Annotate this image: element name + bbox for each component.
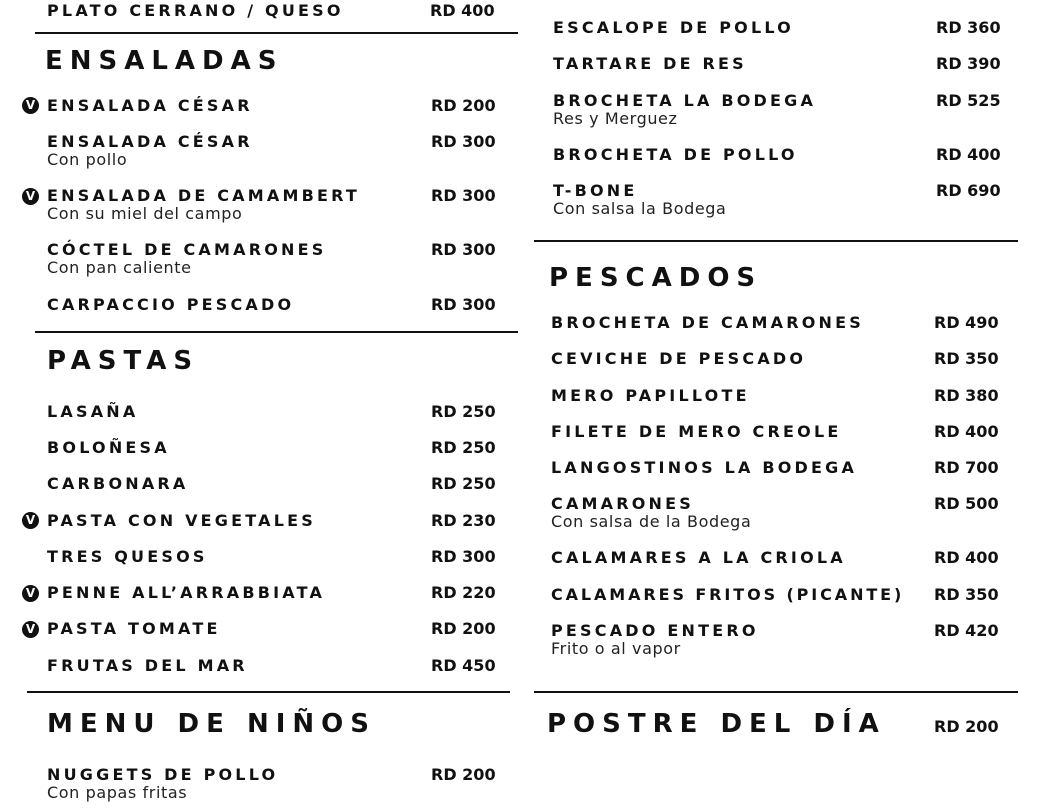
menu-item-description: Con salsa de la Bodega bbox=[551, 512, 752, 531]
menu-item-price: RD 300 bbox=[431, 547, 496, 566]
menu-item-price: RD 230 bbox=[431, 511, 496, 530]
menu-item-description: Con salsa la Bodega bbox=[553, 199, 727, 218]
vegetarian-icon: V bbox=[22, 585, 39, 602]
menu-item-price: RD 300 bbox=[431, 295, 496, 314]
menu-item-description: Con su miel del campo bbox=[47, 204, 243, 223]
menu-item-name: CARPACCIO PESCADO bbox=[47, 295, 295, 314]
menu-item-name: PLATO CERRANO / QUESO bbox=[47, 1, 344, 20]
vegetarian-icon: V bbox=[22, 512, 39, 529]
menu-item-price: RD 360 bbox=[936, 18, 1001, 37]
menu-item-name: BROCHETA LA BODEGA bbox=[553, 91, 817, 110]
menu-item-price: RD 350 bbox=[934, 585, 999, 604]
section-divider bbox=[27, 691, 510, 693]
menu-item-name: PASTA CON VEGETALES bbox=[47, 511, 316, 530]
menu-item-price: RD 300 bbox=[431, 186, 496, 205]
menu-item-price: RD 700 bbox=[934, 458, 999, 477]
section-title-postre: POSTRE DEL DÍA bbox=[547, 709, 886, 739]
menu-item-price: RD 400 bbox=[934, 548, 999, 567]
menu-item-price: RD 380 bbox=[934, 386, 999, 405]
menu-item-price: RD 250 bbox=[431, 474, 496, 493]
menu-item-price: RD 250 bbox=[431, 402, 496, 421]
menu-item-name: CARBONARA bbox=[47, 474, 189, 493]
menu-item-price: RD 200 bbox=[934, 717, 999, 736]
menu-item-name: CEVICHE DE PESCADO bbox=[551, 349, 807, 368]
menu-item-name: NUGGETS DE POLLO bbox=[47, 765, 279, 784]
menu-item-price: RD 200 bbox=[431, 765, 496, 784]
section-divider bbox=[534, 240, 1018, 242]
menu-item-price: RD 350 bbox=[934, 349, 999, 368]
menu-item-price: RD 200 bbox=[431, 96, 496, 115]
menu-item-price: RD 300 bbox=[431, 240, 496, 259]
menu-item-price: RD 500 bbox=[934, 494, 999, 513]
menu-item-description: Con pollo bbox=[47, 150, 128, 169]
menu-item-price: RD 490 bbox=[934, 313, 999, 332]
menu-item-name: ENSALADA CÉSAR bbox=[47, 96, 253, 115]
menu-item-name: ENSALADA DE CAMAMBERT bbox=[47, 186, 361, 205]
section-divider bbox=[35, 32, 518, 34]
menu-item-name: PESCADO ENTERO bbox=[551, 621, 759, 640]
section-divider bbox=[35, 331, 518, 333]
menu-item-description: Frito o al vapor bbox=[551, 639, 681, 658]
menu-item-price: RD 390 bbox=[936, 54, 1001, 73]
vegetarian-icon: V bbox=[22, 621, 39, 638]
menu-item-name: LANGOSTINOS LA BODEGA bbox=[551, 458, 858, 477]
menu-item-name: BROCHETA DE CAMARONES bbox=[551, 313, 864, 332]
menu-item-name: ESCALOPE DE POLLO bbox=[553, 18, 794, 37]
menu-item-name: BROCHETA DE POLLO bbox=[553, 145, 798, 164]
menu-item-price: RD 525 bbox=[936, 91, 1001, 110]
menu-item-name: CÓCTEL DE CAMARONES bbox=[47, 240, 327, 259]
menu-item-description: Con pan caliente bbox=[47, 258, 192, 277]
menu-item-price: RD 200 bbox=[431, 619, 496, 638]
menu-item-name: CAMARONES bbox=[551, 494, 694, 513]
menu-item-name: PENNE ALL’ARRABBIATA bbox=[47, 583, 326, 602]
section-title-menu-ninos: MENU DE NIÑOS bbox=[47, 709, 376, 739]
menu-item-name: ENSALADA CÉSAR bbox=[47, 132, 253, 151]
section-title-pastas: PASTAS bbox=[47, 346, 200, 376]
vegetarian-icon: V bbox=[22, 188, 39, 205]
menu-item-description: Con papas fritas bbox=[47, 783, 188, 802]
menu-item-price: RD 220 bbox=[431, 583, 496, 602]
menu-item-price: RD 300 bbox=[431, 132, 496, 151]
menu-item-name: FRUTAS DEL MAR bbox=[47, 656, 248, 675]
section-divider bbox=[534, 691, 1018, 693]
menu-item-name: PASTA TOMATE bbox=[47, 619, 221, 638]
menu-item-price: RD 400 bbox=[936, 145, 1001, 164]
menu-item-name: MERO PAPILLOTE bbox=[551, 386, 750, 405]
section-title-pescados: PESCADOS bbox=[549, 263, 763, 293]
menu-item-price: RD 400 bbox=[430, 1, 495, 20]
menu-item-name: T-BONE bbox=[553, 181, 638, 200]
menu-item-name: TRES QUESOS bbox=[47, 547, 208, 566]
menu-item-name: CALAMARES A LA CRIOLA bbox=[551, 548, 846, 567]
menu-item-price: RD 420 bbox=[934, 621, 999, 640]
menu-item-price: RD 690 bbox=[936, 181, 1001, 200]
menu-item-price: RD 400 bbox=[934, 422, 999, 441]
menu-item-name: CALAMARES FRITOS (PICANTE) bbox=[551, 585, 905, 604]
vegetarian-icon: V bbox=[22, 97, 39, 114]
menu-item-price: RD 450 bbox=[431, 656, 496, 675]
menu-item-description: Res y Merguez bbox=[553, 109, 678, 128]
menu-item-price: RD 250 bbox=[431, 438, 496, 457]
menu-item-name: FILETE DE MERO CREOLE bbox=[551, 422, 842, 441]
section-title-ensaladas: ENSALADAS bbox=[45, 46, 284, 76]
menu-item-name: LASAÑA bbox=[47, 402, 139, 421]
menu-item-name: TARTARE DE RES bbox=[553, 54, 747, 73]
menu-item-name: BOLOÑESA bbox=[47, 438, 170, 457]
